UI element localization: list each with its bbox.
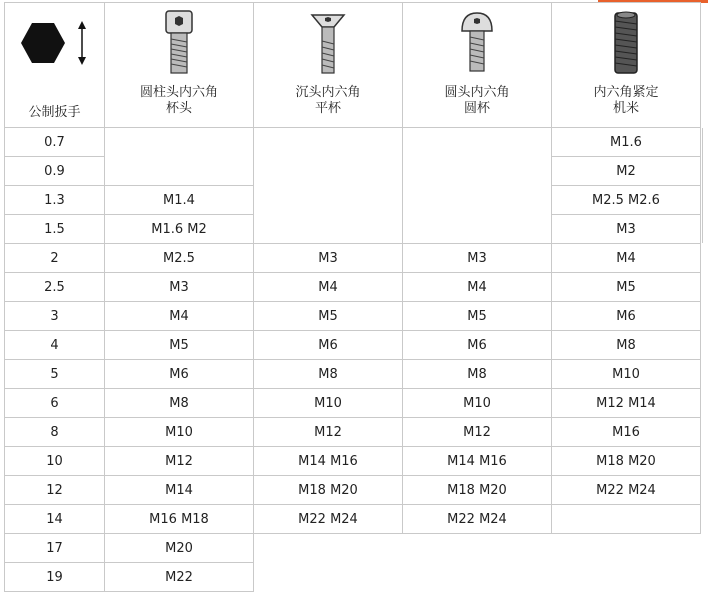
cap-screw-cell: M16 M18 bbox=[105, 505, 254, 534]
countersunk-cell: M14 M16 bbox=[254, 447, 403, 476]
countersunk-cell: M3 bbox=[254, 244, 403, 273]
button-head-cell: M12 bbox=[403, 418, 552, 447]
cap-screw-cell: M2.5 bbox=[105, 244, 254, 273]
wrench-size-cell: 19 bbox=[5, 563, 105, 592]
header-button-head bbox=[403, 3, 552, 128]
cap-screw-cell: M1.4 bbox=[105, 186, 254, 215]
blank-area bbox=[254, 534, 701, 563]
button-head-cell: M4 bbox=[403, 273, 552, 302]
table-row bbox=[5, 128, 701, 157]
cap-screw-cell: M8 bbox=[105, 389, 254, 418]
cap-screw-cell bbox=[105, 128, 254, 186]
wrench-size-cell: 0.7 bbox=[5, 128, 105, 157]
table-row bbox=[5, 447, 701, 476]
wrench-size-cell: 1.5 bbox=[5, 215, 105, 244]
set-screw-cell: M10 bbox=[552, 360, 701, 389]
header-cap-screw-line2: 杯头 bbox=[165, 101, 192, 116]
header-set-screw-line1: 内六角紧定 bbox=[593, 85, 659, 100]
cap-screw-cell: M10 bbox=[105, 418, 254, 447]
button-head-cell: M18 M20 bbox=[403, 476, 552, 505]
cap-screw-cell: M5 bbox=[105, 331, 254, 360]
header-row bbox=[5, 3, 701, 128]
set-screw-icon bbox=[552, 7, 700, 79]
button-head-cell: M3 bbox=[403, 244, 552, 273]
set-screw-cell: M1.6 bbox=[552, 128, 701, 157]
wrench-size-cell: 12 bbox=[5, 476, 105, 505]
table-row bbox=[5, 563, 701, 592]
hex-key-size-table bbox=[4, 2, 701, 592]
wrench-size-cell: 2.5 bbox=[5, 273, 105, 302]
table-row bbox=[5, 476, 701, 505]
button-head-cell: M22 M24 bbox=[403, 505, 552, 534]
table-row bbox=[5, 244, 701, 273]
countersunk-screw-icon bbox=[254, 7, 402, 79]
header-wrench-label: 公制扳手 bbox=[28, 105, 81, 120]
cap-screw-cell: M1.6 M2 bbox=[105, 215, 254, 244]
set-screw-cell: M6 bbox=[552, 302, 701, 331]
set-screw-cell: M3 bbox=[552, 215, 701, 244]
button-head-cell: M10 bbox=[403, 389, 552, 418]
button-head-screw-icon bbox=[403, 7, 551, 79]
table-row bbox=[5, 331, 701, 360]
table-row bbox=[5, 418, 701, 447]
socket-cap-screw-icon bbox=[105, 7, 253, 79]
blank-area bbox=[254, 563, 701, 592]
wrench-size-cell: 17 bbox=[5, 534, 105, 563]
header-countersunk-line1: 沉头内六角 bbox=[295, 85, 361, 100]
header-cap-screw-line1: 圆柱头内六角 bbox=[139, 85, 218, 100]
header-set-screw bbox=[552, 3, 701, 128]
set-screw-cell: M18 M20 bbox=[552, 447, 701, 476]
header-button-head-line1: 圆头内六角 bbox=[444, 85, 510, 100]
button-head-cell: M14 M16 bbox=[403, 447, 552, 476]
wrench-size-cell: 1.3 bbox=[5, 186, 105, 215]
wrench-size-cell: 8 bbox=[5, 418, 105, 447]
set-screw-cell: M16 bbox=[552, 418, 701, 447]
header-button-head-line2: 圆杯 bbox=[463, 101, 490, 116]
wrench-size-cell: 0.9 bbox=[5, 157, 105, 186]
set-screw-cell: M2 bbox=[552, 157, 701, 186]
table-row bbox=[5, 302, 701, 331]
cap-screw-cell: M20 bbox=[105, 534, 254, 563]
countersunk-cell bbox=[254, 128, 403, 244]
countersunk-cell: M4 bbox=[254, 273, 403, 302]
table-row bbox=[5, 389, 701, 418]
table-row bbox=[5, 505, 701, 534]
countersunk-cell: M5 bbox=[254, 302, 403, 331]
header-cap-screw bbox=[105, 3, 254, 128]
wrench-size-cell: 6 bbox=[5, 389, 105, 418]
wrench-size-cell: 5 bbox=[5, 360, 105, 389]
set-screw-cell: M4 bbox=[552, 244, 701, 273]
set-screw-cell: M12 M14 bbox=[552, 389, 701, 418]
wrench-size-cell: 4 bbox=[5, 331, 105, 360]
cap-screw-cell: M14 bbox=[105, 476, 254, 505]
cap-screw-cell: M3 bbox=[105, 273, 254, 302]
header-countersunk-line2: 平杯 bbox=[314, 101, 341, 116]
set-screw-cell: M2.5 M2.6 bbox=[552, 186, 701, 215]
header-wrench bbox=[5, 3, 105, 128]
wrench-size-cell: 10 bbox=[5, 447, 105, 476]
countersunk-cell: M6 bbox=[254, 331, 403, 360]
table-edge-continuation bbox=[702, 128, 708, 243]
table-row bbox=[5, 273, 701, 302]
hex-key-size-icon bbox=[5, 7, 104, 79]
cap-screw-cell: M12 bbox=[105, 447, 254, 476]
table-row bbox=[5, 360, 701, 389]
set-screw-cell bbox=[552, 505, 701, 534]
header-set-screw-line2: 机米 bbox=[612, 101, 639, 116]
cap-screw-cell: M22 bbox=[105, 563, 254, 592]
cap-screw-cell: M4 bbox=[105, 302, 254, 331]
button-head-cell bbox=[403, 128, 552, 244]
wrench-size-cell: 3 bbox=[5, 302, 105, 331]
wrench-size-cell: 2 bbox=[5, 244, 105, 273]
countersunk-cell: M12 bbox=[254, 418, 403, 447]
button-head-cell: M8 bbox=[403, 360, 552, 389]
set-screw-cell: M22 M24 bbox=[552, 476, 701, 505]
button-head-cell: M5 bbox=[403, 302, 552, 331]
set-screw-cell: M8 bbox=[552, 331, 701, 360]
header-countersunk bbox=[254, 3, 403, 128]
table-row bbox=[5, 534, 701, 563]
cap-screw-cell: M6 bbox=[105, 360, 254, 389]
set-screw-cell: M5 bbox=[552, 273, 701, 302]
countersunk-cell: M10 bbox=[254, 389, 403, 418]
countersunk-cell: M22 M24 bbox=[254, 505, 403, 534]
countersunk-cell: M18 M20 bbox=[254, 476, 403, 505]
button-head-cell: M6 bbox=[403, 331, 552, 360]
wrench-size-cell: 14 bbox=[5, 505, 105, 534]
countersunk-cell: M8 bbox=[254, 360, 403, 389]
